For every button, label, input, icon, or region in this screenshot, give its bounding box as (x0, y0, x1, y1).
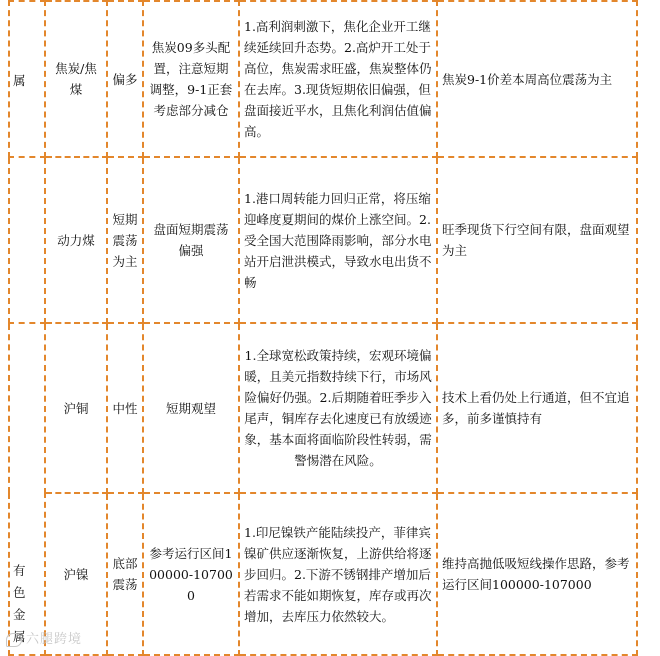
reasons-text: 1.高利润刺激下，焦化企业开工继续延续回升态势。2.高炉开工处于高位，焦炭需求旺盛，焦炭整体仍在去库。3.现货短期依旧偏强，但盘面接近平水，且焦化利润估值偏高。 (244, 19, 432, 139)
table-row (9, 493, 637, 655)
direction-label: 短期震荡为主 (112, 211, 138, 269)
strategy-cell (143, 323, 239, 493)
category-cell (9, 157, 45, 323)
strategy-cell (143, 157, 239, 323)
chat-bubble-icon (6, 633, 22, 647)
reasons-cell (239, 323, 437, 493)
direction-label: 中性 (112, 400, 138, 416)
view-cell (437, 1, 637, 157)
view-cell (437, 493, 637, 655)
view-cell (437, 323, 637, 493)
strategy-cell (143, 493, 239, 655)
table-row (9, 157, 637, 323)
strategy-text: 焦炭09多头配置，注意短期调整，9-1正套考虑部分减仓 (149, 40, 233, 118)
reasons-cell (239, 1, 437, 157)
commodity-name-cell (45, 157, 107, 323)
commodity-name: 沪镍 (63, 566, 89, 582)
reasons-cell (239, 493, 437, 655)
direction-cell (107, 323, 143, 493)
reasons-cell (239, 157, 437, 323)
watermark (6, 628, 82, 647)
category-label: 属 (13, 73, 26, 88)
view-text: 维持高抛低吸短线操作思路，参考运行区间100000-107000 (442, 556, 630, 592)
view-cell (437, 157, 637, 323)
category-cell (9, 323, 45, 655)
category-label: 有色金属 (13, 563, 26, 644)
commodity-name: 沪铜 (63, 400, 89, 416)
direction-cell (107, 157, 143, 323)
reasons-text: 1.印尼镍铁产能陆续投产，菲律宾镍矿供应逐渐恢复，上游供给将逐步回归。2.下游不锈钢排产增加后若需求不能如期恢复，库存或再次增加，去库压力依然较大。 (244, 524, 432, 624)
commodity-name-cell (45, 1, 107, 157)
commodity-name-cell (45, 323, 107, 493)
commodity-name: 动力煤 (57, 232, 95, 248)
reasons-text: 1.全球宽松政策持续，宏观环境偏暖，且美元指数持续下行，市场风险偏好仍强。2.后期随着旺季步入尾声，铜库存去化速度已有放缓迹象，基本面将面临阶段性转弱，需警惕潜在风险。 (244, 348, 432, 468)
commodity-name: 焦炭/焦煤 (55, 61, 97, 97)
reasons-text: 1.港口周转能力回归正常，将压缩迎峰度夏期间的煤价上涨空间。2.受全国大范围降雨影响，部分水电站开启泄洪模式，导致水电出货不畅 (244, 190, 432, 290)
category-cell (9, 1, 45, 157)
strategy-text: 盘面短期震荡偏强 (153, 222, 229, 258)
view-text: 旺季现货下行空间有限，盘面观望为主 (442, 222, 630, 258)
direction-label: 底部震荡 (112, 556, 138, 592)
table-row (9, 323, 637, 493)
strategy-cell (143, 1, 239, 157)
table-row (9, 1, 637, 157)
direction-label: 偏多 (112, 71, 138, 87)
strategy-text: 参考运行区间100000-107000 (149, 545, 233, 603)
watermark-text: 六腿跨境 (26, 632, 83, 647)
direction-cell (107, 493, 143, 655)
strategy-text: 短期观望 (165, 400, 216, 416)
view-text: 技术上看仍处上行通道，但不宜追多，前多谨慎持有 (442, 390, 630, 426)
view-text: 焦炭9-1价差本周高位震荡为主 (442, 71, 613, 87)
commodity-strategy-table (8, 0, 638, 656)
direction-cell (107, 1, 143, 157)
